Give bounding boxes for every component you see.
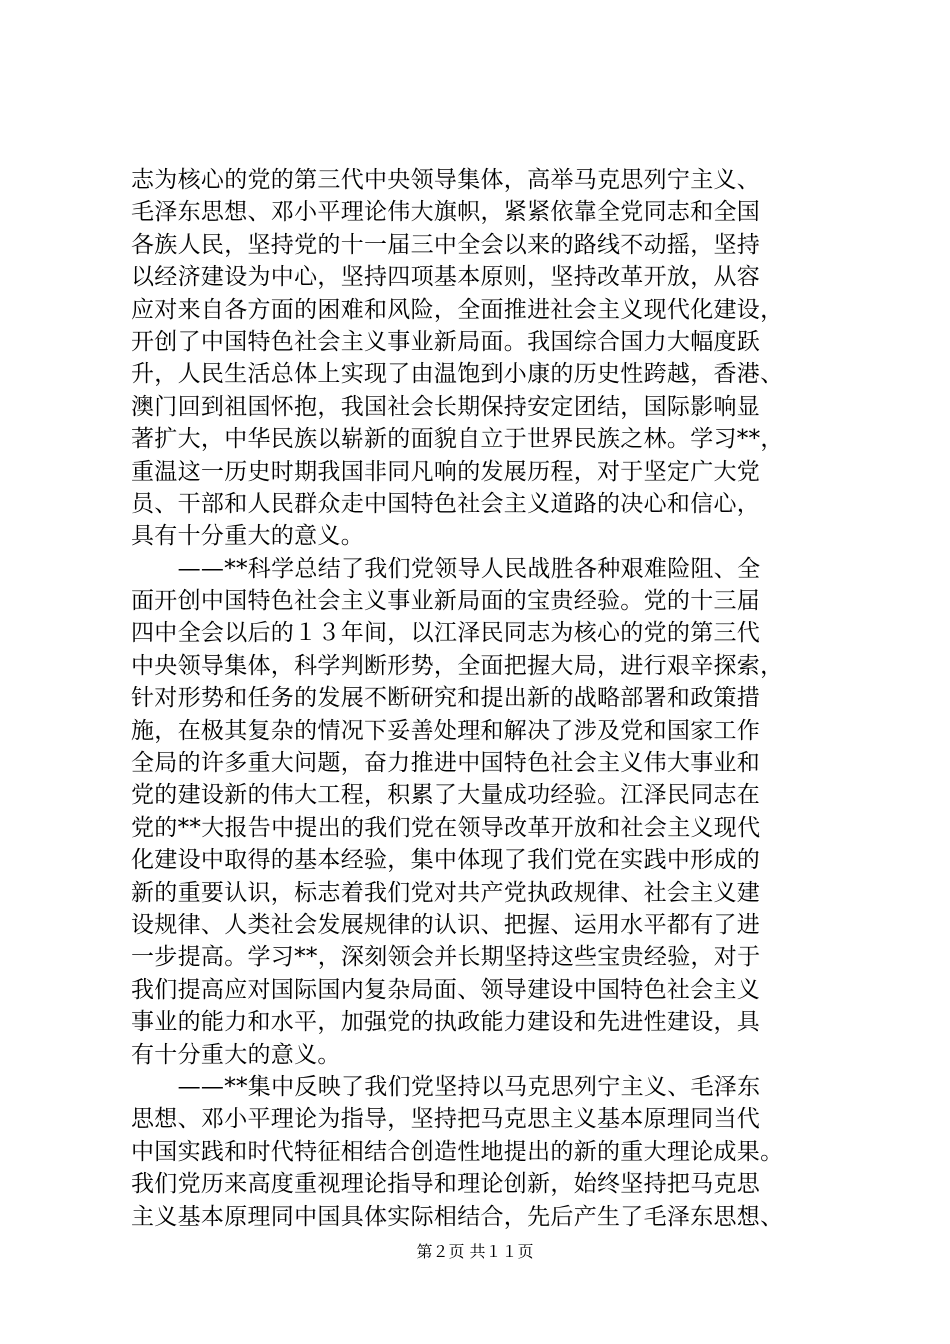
text-line: 著扩大，中华民族以崭新的面貌自立于世界民族之林。学习**， <box>131 426 784 453</box>
text-line: 具有十分重大的意义。 <box>131 523 364 550</box>
text-line: 事业的能力和水平，加强党的执政能力建设和先进性建设，具 <box>131 1009 761 1036</box>
text-line: 全局的许多重大问题，奋力推进中国特色社会主义伟大事业和 <box>131 750 761 777</box>
text-line: ——**集中反映了我们党坚持以马克思列宁主义、毛泽东 <box>131 1073 761 1100</box>
text-line: 新的重要认识，标志着我们党对共产党执政规律、社会主义建 <box>131 879 761 906</box>
text-line: 我们党历来高度重视理论指导和理论创新，始终坚持把马克思 <box>131 1171 761 1198</box>
text-line: 面开创中国特色社会主义事业新局面的宝贵经验。党的十三届 <box>131 588 761 615</box>
text-line: 志为核心的党的第三代中央领导集体，高举马克思列宁主义、 <box>131 167 761 193</box>
text-line: 施，在极其复杂的情况下妥善处理和解决了涉及党和国家工作 <box>131 717 761 744</box>
text-line: 设规律、人类社会发展规律的认识、把握、运用水平都有了进 <box>131 911 761 938</box>
text-line: 思想、邓小平理论为指导，坚持把马克思主义基本原理同当代 <box>131 1106 761 1133</box>
text-line: 化建设中取得的基本经验，集中体现了我们党在实践中形成的 <box>131 847 761 874</box>
page-number-footer: 第２页 共１１页 <box>416 1242 534 1261</box>
text-line: 党的建设新的伟大工程，积累了大量成功经验。江泽民同志在 <box>131 782 761 809</box>
text-line: ——**科学总结了我们党领导人民战胜各种艰难险阻、全 <box>131 555 761 582</box>
document-body <box>131 164 851 1233</box>
text-line: 应对来自各方面的困难和风险，全面推进社会主义现代化建设， <box>131 296 784 323</box>
text-line: 各族人民，坚持党的十一届三中全会以来的路线不动摇，坚持 <box>131 231 761 258</box>
text-line: 四中全会以后的１３年间，以江泽民同志为核心的党的第三代 <box>131 620 761 647</box>
text-line: 以经济建设为中心，坚持四项基本原则，坚持改革开放，从容 <box>131 264 761 291</box>
text-line: 中央领导集体，科学判断形势，全面把握大局，进行艰辛探索， <box>131 652 784 679</box>
text-line: 党的**大报告中提出的我们党在领导改革开放和社会主义现代 <box>131 814 761 841</box>
text-line: 开创了中国特色社会主义事业新局面。我国综合国力大幅度跃 <box>131 328 761 355</box>
text-line: 澳门回到祖国怀抱，我国社会长期保持安定团结，国际影响显 <box>131 393 761 420</box>
text-line: 我们提高应对国际国内复杂局面、领导建设中国特色社会主义 <box>131 976 761 1003</box>
text-line: 重温这一历史时期我国非同凡响的发展历程，对于坚定广大党 <box>131 458 761 485</box>
text-line: 一步提高。学习**，深刻领会并长期坚持这些宝贵经验，对于 <box>131 944 761 971</box>
text-line: 毛泽东思想、邓小平理论伟大旗帜，紧紧依靠全党同志和全国 <box>131 199 761 226</box>
text-line: 升，人民生活总体上实现了由温饱到小康的历史性跨越，香港、 <box>131 361 784 388</box>
text-line: 有十分重大的意义。 <box>131 1041 341 1068</box>
text-line: 主义基本原理同中国具体实际相结合，先后产生了毛泽东思想、 <box>131 1203 784 1230</box>
text-line: 针对形势和任务的发展不断研究和提出新的战略部署和政策措 <box>131 685 761 712</box>
text-line: 员、干部和人民群众走中国特色社会主义道路的决心和信心， <box>131 490 761 517</box>
text-line: 中国实践和时代特征相结合创造性地提出的新的重大理论成果。 <box>131 1138 784 1165</box>
